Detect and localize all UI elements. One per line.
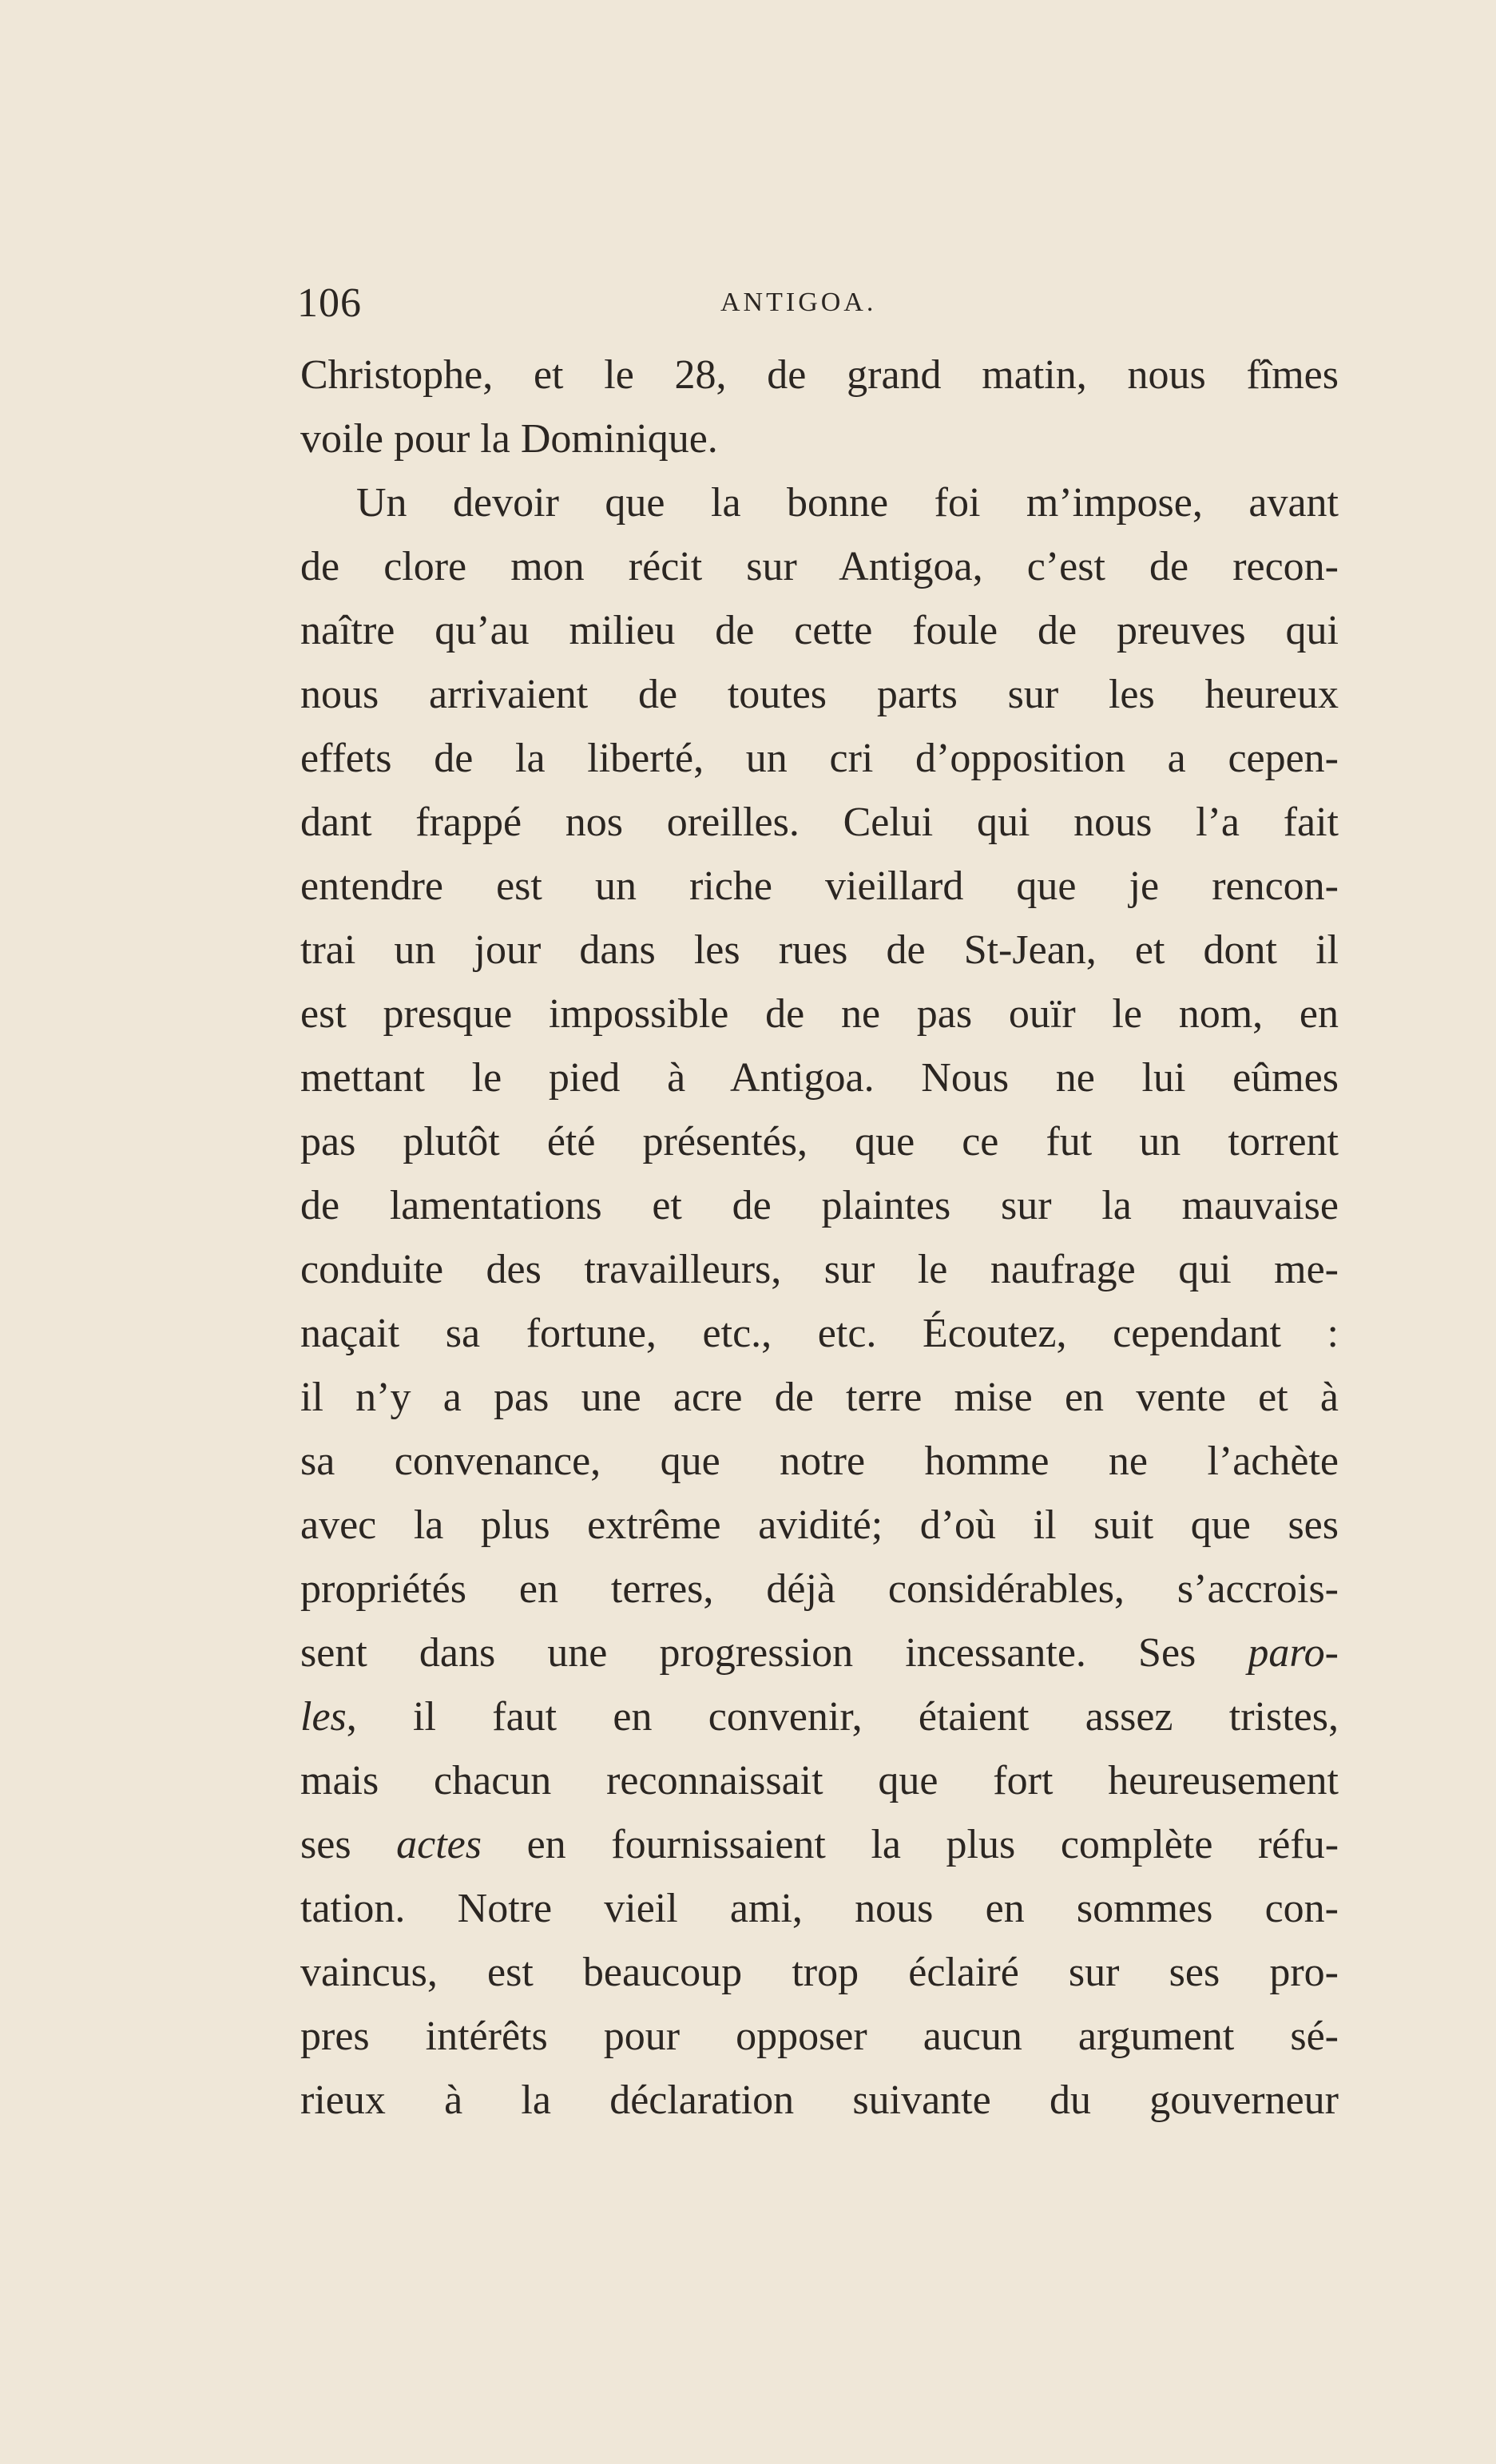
text-line: propriétés en terres, déjà considérables, s’accrois- [300, 1566, 1339, 1612]
text-segment: sent dans une progression incessante. Ses [300, 1630, 1196, 1676]
page-header [297, 280, 1335, 327]
text-line: naçait sa fortune, etc., etc. Écoutez, cependant : [300, 1311, 1339, 1356]
text-line: sa convenance, que notre homme ne l’achète [300, 1438, 1339, 1484]
text-line: naître qu’au milieu de cette foule de preuves qui [300, 608, 1339, 653]
italic-word: paro- [1248, 1630, 1339, 1676]
text-line: vaincus, est beaucoup trop éclairé sur ses pro- [300, 1950, 1339, 1995]
text-line: il n’y a pas une acre de terre mise en vente et à [300, 1375, 1339, 1420]
text-segment: en fournissaient la plus complète réfu- [526, 1822, 1339, 1867]
text-line-with-italic [300, 1813, 1339, 1877]
text-line-with-italic [300, 1621, 1339, 1685]
page-number: 106 [297, 280, 362, 326]
text-line: entendre est un riche vieillard que je rencon- [300, 863, 1339, 909]
text-line: de clore mon récit sur Antigoa, c’est de recon- [300, 544, 1339, 589]
text-line-with-italic [300, 1685, 1339, 1749]
text-line: dant frappé nos oreilles. Celui qui nous l’a fait [300, 800, 1339, 845]
text-line: mais chacun reconnaissait que fort heureusement [300, 1758, 1339, 1803]
text-segment: , il faut en convenir, étaient assez tristes, [346, 1694, 1339, 1740]
italic-word: actes [396, 1822, 482, 1867]
text-line: nous arrivaient de toutes parts sur les heureux [300, 672, 1339, 717]
body-text [300, 343, 1339, 2133]
text-line: trai un jour dans les rues de St-Jean, et dont il [300, 927, 1339, 973]
text-line: de lamentations et de plaintes sur la mauvaise [300, 1183, 1339, 1228]
text-segment: ses [300, 1822, 351, 1867]
running-head: ANTIGOA. [720, 288, 877, 317]
text-line: est presque impossible de ne pas ouïr le nom, en [300, 991, 1339, 1037]
italic-word: les [300, 1694, 347, 1740]
text-line: tation. Notre vieil ami, nous en sommes con- [300, 1886, 1339, 1931]
text-line: effets de la liberté, un cri d’opposition a cepen- [300, 736, 1339, 781]
text-line: Un devoir que la bonne foi m’impose, avant [356, 480, 1339, 526]
text-line: mettant le pied à Antigoa. Nous ne lui eûmes [300, 1055, 1339, 1101]
text-line: pres intérêts pour opposer aucun argument sé- [300, 2014, 1339, 2059]
text-line: voile pour la Dominique. [300, 416, 718, 462]
text-line: avec la plus extrême avidité; d’où il suit que ses [300, 1502, 1339, 1548]
text-line: conduite des travailleurs, sur le naufrage qui me- [300, 1247, 1339, 1292]
text-line: Christophe, et le 28, de grand matin, nous fîmes [300, 352, 1339, 398]
text-line: rieux à la déclaration suivante du gouverneur [300, 2077, 1339, 2123]
text-line: pas plutôt été présentés, que ce fut un torrent [300, 1119, 1339, 1165]
